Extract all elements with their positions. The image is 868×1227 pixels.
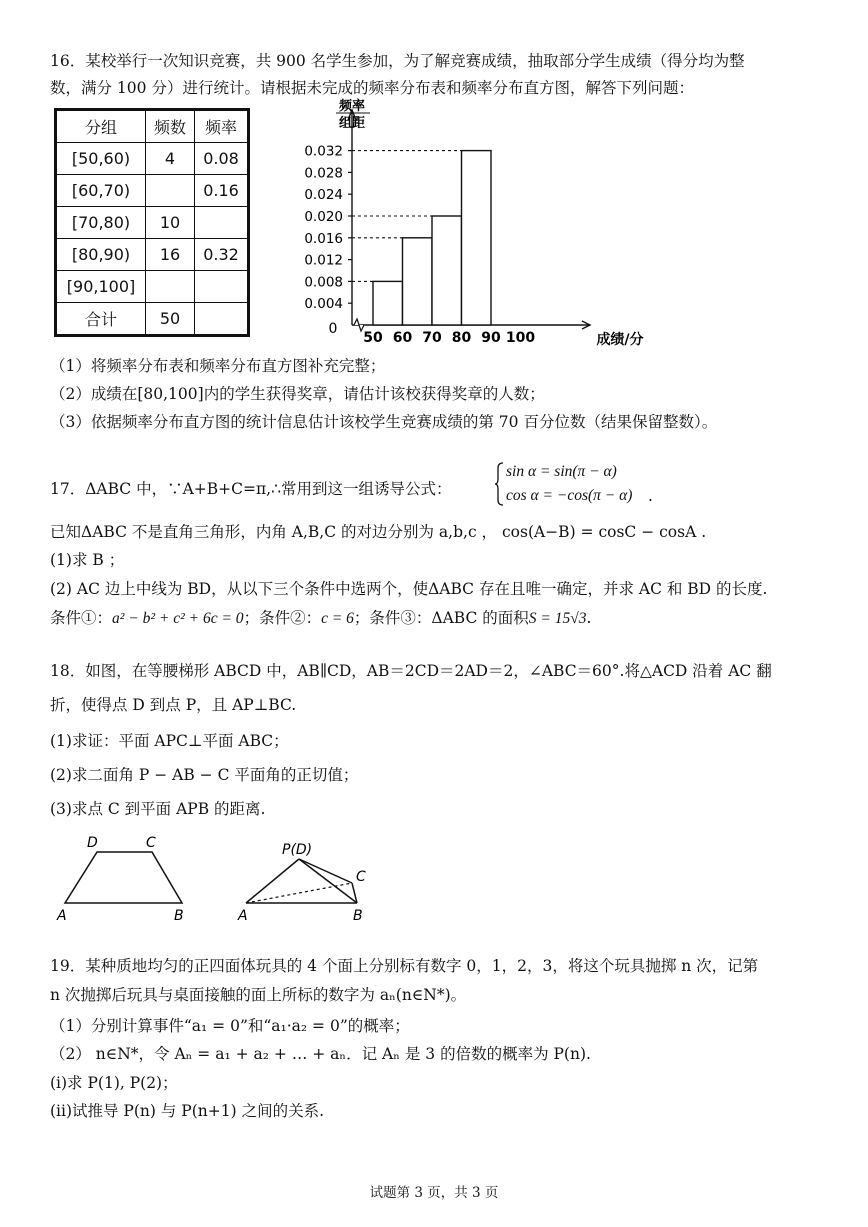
y-tick-label: 0.020 [304, 209, 343, 225]
q19-sub2ii: (ii)试推导 P(n) 与 P(n+1) 之间的关系. [50, 1102, 325, 1120]
y-label-top: 频率 [338, 99, 366, 114]
q18-line1: 18．如图，在等腰梯形 ABCD 中，AB∥CD，AB＝2CD＝2AD＝2，∠ABC＝60°.将△ACD 沿着 AC 翻 [50, 662, 772, 680]
q18-line2: 折，使得点 D 到点 P，且 AP⊥BC. [50, 696, 297, 714]
q16-sub3: （3）依据频率分布直方图的统计信息估计该校学生竞赛成绩的第 70 百分位数（结果保留整数）。 [50, 413, 718, 431]
table-cell [195, 271, 249, 303]
table-row [56, 207, 249, 239]
x-tick-label: 50 [363, 330, 383, 346]
label-A: A [57, 908, 67, 924]
cond-b-label: ；条件②： [243, 609, 322, 627]
table-cell [195, 207, 249, 239]
tetrahedron-figure [232, 835, 392, 930]
table-row [56, 143, 249, 175]
table-cell: [70,80) [56, 207, 146, 239]
x-tick-label: 90 [481, 330, 501, 346]
cond-c-label: ；条件③：ΔABC 的面积 [353, 609, 529, 627]
table-cell: 50 [146, 303, 195, 336]
histogram-bar [373, 281, 403, 325]
table-row [56, 303, 249, 336]
table-cell: 16 [146, 239, 195, 271]
q16-line2: 数，满分 100 分）进行统计。请根据未完成的频率分布表和频率分布直方图，解答下列问题： [50, 79, 694, 97]
x-tick-label: 100 [505, 330, 536, 346]
label-A: A [238, 908, 248, 924]
edge-AP [246, 859, 299, 903]
table-cell: 10 [146, 207, 195, 239]
q19-sub2: （2） n∈N*，令 Aₙ = a₁ + a₂ + … + aₙ．记 Aₙ 是 3 的倍数的概率为 P(n). [50, 1045, 591, 1063]
x-tick-label: 80 [451, 330, 472, 346]
q19-sub2i: (i)求 P(1), P(2)； [50, 1074, 178, 1092]
edge-AC [246, 883, 352, 903]
q19-sub1: （1）分别计算事件“a₁ = 0”和“a₁·a₂ = 0”的概率； [50, 1017, 410, 1035]
histogram-bar [432, 216, 462, 325]
frequency-histogram [290, 99, 644, 350]
q16-sub1: （1）将频率分布表和频率分布直方图补充完整； [50, 357, 386, 375]
cond-a-math: a² − b² + c² + 6c = 0 [112, 610, 244, 627]
q17-sub2: (2) AC 边上中线为 BD，从以下三个条件中选两个，使ΔABC 存在且唯一确定，并求 AC 和 BD 的长度. [50, 580, 768, 598]
label-B: B [174, 908, 184, 924]
q17-intro: 17．ΔABC 中，∵A+B+C=π,∴常用到这一组诱导公式： [50, 480, 452, 498]
table-header: 频率 [195, 110, 249, 143]
table-cell: 0.08 [195, 143, 249, 175]
brace-icon [494, 462, 504, 506]
label-B: B [353, 908, 363, 924]
q18-sub2: (2)求二面角 P − AB − C 平面角的正切值； [50, 766, 359, 784]
table-cell: [80,90) [56, 239, 146, 271]
origin-label: 0 [328, 321, 338, 337]
histogram-bar [462, 151, 492, 325]
cond-b-math: c = 6 [321, 610, 354, 627]
table-header: 分组 [56, 110, 146, 143]
q17-formula1: sin α = sin(π − α) [506, 463, 617, 480]
q17-line2: 已知ΔABC 不是直角三角形，内角 A,B,C 的对边分别为 a,b,c ， cos(A−B) = cosC − cosA . [50, 523, 707, 541]
y-tick-label: 0.032 [304, 143, 343, 160]
page-footer: 试题第 3 页，共 3 页 [369, 1185, 499, 1201]
table-cell [146, 175, 195, 207]
table-cell: 合计 [56, 303, 146, 336]
y-tick-label: 0.028 [304, 165, 343, 182]
table-row [56, 271, 249, 303]
table-cell [195, 303, 249, 336]
table-row [56, 239, 249, 271]
table-cell: 0.32 [195, 239, 249, 271]
frequency-table [54, 108, 250, 337]
table-cell [146, 271, 195, 303]
x-tick-label: 70 [422, 330, 442, 346]
q19-line2: n 次抛掷后玩具与桌面接触的面上所标的数字为 aₙ(n∈N*)。 [50, 986, 467, 1004]
cond-c-math: S = 15√3 [528, 610, 587, 627]
q17-sub1: (1)求 B ； [50, 551, 125, 569]
y-tick-label: 0.016 [304, 230, 343, 247]
label-C: C [146, 835, 156, 851]
cond-end: . [586, 609, 592, 627]
y-tick-label: 0.024 [304, 187, 343, 204]
table-cell: [60,70) [56, 175, 146, 207]
q18-sub1: (1)求证：平面 APC⊥平面 ABC； [50, 732, 289, 750]
table-row [56, 175, 249, 207]
trapezoid-figure [55, 830, 205, 930]
y-tick-label: 0.008 [304, 274, 343, 291]
label-P: P(D) [282, 842, 313, 858]
label-C: C [356, 869, 366, 885]
y-tick-label: 0.012 [304, 252, 343, 269]
table-header: 频数 [146, 110, 195, 143]
x-tick-label: 60 [392, 330, 413, 346]
q16-sub2: （2）成绩在[80,100]内的学生获得奖章，请估计该校获得奖章的人数； [50, 385, 545, 403]
q18-sub3: (3)求点 C 到平面 APB 的距离. [50, 800, 266, 818]
table-cell: 0.16 [195, 175, 249, 207]
table-cell: [50,60) [56, 143, 146, 175]
table-cell: 4 [146, 143, 195, 175]
y-label-bottom: 组距 [338, 116, 366, 131]
table-header-row [56, 110, 249, 143]
x-label: 成绩/分 [596, 332, 644, 348]
cond-a-label: 条件①： [50, 609, 113, 627]
label-D: D [87, 835, 98, 851]
q19-line1: 19．某种质地均匀的正四面体玩具的 4 个面上分别标有数字 0，1，2，3，将这个玩具抛掷 n 次，记第 [50, 957, 759, 975]
q17-conditions [50, 607, 591, 630]
table-cell: [90,100] [56, 271, 146, 303]
y-tick-label: 0.004 [304, 296, 343, 313]
q16-line1: 16．某校举行一次知识竞赛，共 900 名学生参加，为了解竞赛成绩，抽取部分学生成绩（得分均为整 [50, 52, 745, 70]
formula-period: . [648, 487, 653, 505]
histogram-bar [403, 238, 433, 325]
q17-formula2: cos α = −cos(π − α) [506, 487, 633, 504]
trapezoid-shape [65, 852, 182, 903]
